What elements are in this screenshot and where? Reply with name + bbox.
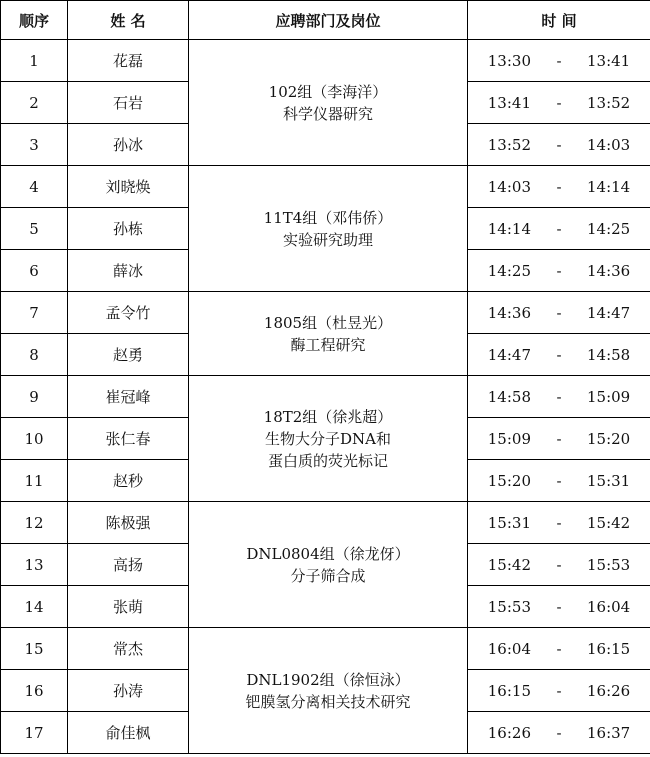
header-time: 时 间: [468, 1, 650, 40]
order-cell: 6: [1, 250, 68, 292]
time-separator: -: [556, 639, 562, 658]
end-time: 16:15: [587, 639, 631, 658]
time-separator: -: [556, 597, 562, 616]
order-cell: 8: [1, 334, 68, 376]
order-cell: 11: [1, 460, 68, 502]
name-cell: 陈极强: [68, 502, 189, 544]
name-cell: 张仁春: [68, 418, 189, 460]
order-cell: 12: [1, 502, 68, 544]
time-cell: [468, 544, 650, 586]
order-cell: 15: [1, 628, 68, 670]
time-separator: -: [556, 261, 562, 280]
start-time: 13:30: [487, 51, 531, 70]
table-row: [1, 628, 650, 670]
order-cell: 9: [1, 376, 68, 418]
order-cell: 4: [1, 166, 68, 208]
table-row: [1, 166, 650, 208]
time-separator: -: [556, 471, 562, 490]
time-separator: -: [556, 135, 562, 154]
name-cell: 张萌: [68, 586, 189, 628]
department-cell: [189, 502, 468, 628]
table-row: [1, 502, 650, 544]
time-cell: [468, 334, 650, 376]
department-line: 科学仪器研究: [282, 104, 373, 123]
start-time: 14:03: [487, 177, 531, 196]
end-time: 14:58: [587, 345, 631, 364]
time-separator: -: [556, 387, 562, 406]
department-line: DNL1902组（徐恒泳）: [246, 670, 410, 689]
department-line: 18T2组（徐兆超）: [263, 407, 393, 426]
time-cell: [468, 628, 650, 670]
order-cell: 14: [1, 586, 68, 628]
name-cell: 常杰: [68, 628, 189, 670]
department-line: 实验研究助理: [282, 230, 373, 249]
start-time: 14:14: [487, 219, 531, 238]
time-cell: [468, 586, 650, 628]
start-time: 14:58: [487, 387, 531, 406]
name-cell: 俞佳枫: [68, 712, 189, 754]
name-cell: 薛冰: [68, 250, 189, 292]
name-cell: 崔冠峰: [68, 376, 189, 418]
time-separator: -: [556, 51, 562, 70]
time-separator: -: [556, 723, 562, 742]
department-line: 蛋白质的荧光标记: [267, 451, 388, 470]
table-row: [1, 376, 650, 418]
end-time: 13:41: [587, 51, 631, 70]
order-cell: 3: [1, 124, 68, 166]
table-row: [1, 292, 650, 334]
name-cell: 赵秒: [68, 460, 189, 502]
start-time: 15:42: [487, 555, 531, 574]
start-time: 15:20: [487, 471, 531, 490]
department-cell: [189, 166, 468, 292]
end-time: 13:52: [587, 93, 631, 112]
header-name: 姓 名: [68, 1, 189, 40]
order-cell: 2: [1, 82, 68, 124]
end-time: 14:36: [587, 261, 631, 280]
start-time: 15:53: [487, 597, 531, 616]
time-separator: -: [556, 429, 562, 448]
name-cell: 孟令竹: [68, 292, 189, 334]
schedule-body: [1, 40, 650, 754]
name-cell: 孙冰: [68, 124, 189, 166]
time-cell: [468, 670, 650, 712]
time-cell: [468, 460, 650, 502]
time-cell: [468, 82, 650, 124]
start-time: 16:26: [487, 723, 531, 742]
order-cell: 7: [1, 292, 68, 334]
name-cell: 孙涛: [68, 670, 189, 712]
order-cell: 16: [1, 670, 68, 712]
time-separator: -: [556, 93, 562, 112]
time-separator: -: [556, 513, 562, 532]
time-separator: -: [556, 219, 562, 238]
end-time: 16:26: [587, 681, 631, 700]
start-time: 14:36: [487, 303, 531, 322]
start-time: 16:04: [487, 639, 531, 658]
order-cell: 17: [1, 712, 68, 754]
order-cell: 10: [1, 418, 68, 460]
department-cell: [189, 40, 468, 166]
time-separator: -: [556, 681, 562, 700]
end-time: 15:53: [587, 555, 631, 574]
end-time: 14:25: [587, 219, 631, 238]
end-time: 14:47: [587, 303, 631, 322]
time-cell: [468, 166, 650, 208]
header-row: [1, 1, 650, 40]
time-cell: [468, 208, 650, 250]
department-line: 分子筛合成: [290, 566, 366, 585]
time-cell: [468, 418, 650, 460]
order-cell: 5: [1, 208, 68, 250]
time-separator: -: [556, 345, 562, 364]
start-time: 13:41: [487, 93, 531, 112]
end-time: 15:09: [587, 387, 631, 406]
time-cell: [468, 376, 650, 418]
order-cell: 13: [1, 544, 68, 586]
end-time: 15:42: [587, 513, 631, 532]
start-time: 14:25: [487, 261, 531, 280]
time-cell: [468, 712, 650, 754]
department-line: 钯膜氢分离相关技术研究: [245, 692, 411, 711]
department-cell: [189, 376, 468, 502]
department-line: 1805组（杜昱光）: [263, 313, 393, 332]
name-cell: 赵勇: [68, 334, 189, 376]
department-line: 生物大分子DNA和: [265, 429, 391, 448]
time-separator: -: [556, 177, 562, 196]
table-row: [1, 40, 650, 82]
end-time: 16:04: [587, 597, 631, 616]
header-order: 顺序: [1, 1, 68, 40]
order-cell: 1: [1, 40, 68, 82]
name-cell: 刘晓焕: [68, 166, 189, 208]
end-time: 14:14: [587, 177, 631, 196]
department-line: 102组（李海洋）: [268, 82, 388, 101]
name-cell: 孙栋: [68, 208, 189, 250]
time-cell: [468, 292, 650, 334]
start-time: 14:47: [487, 345, 531, 364]
start-time: 15:31: [487, 513, 531, 532]
end-time: 15:31: [587, 471, 631, 490]
time-separator: -: [556, 303, 562, 322]
end-time: 15:20: [587, 429, 631, 448]
time-cell: [468, 40, 650, 82]
department-line: 11T4组（邓伟侨）: [263, 208, 393, 227]
department-cell: [189, 628, 468, 754]
time-cell: [468, 502, 650, 544]
header-dept: 应聘部门及岗位: [189, 1, 468, 40]
name-cell: 石岩: [68, 82, 189, 124]
end-time: 16:37: [587, 723, 631, 742]
time-cell: [468, 124, 650, 166]
department-line: DNL0804组（徐龙伢）: [246, 544, 410, 563]
time-separator: -: [556, 555, 562, 574]
start-time: 13:52: [487, 135, 531, 154]
start-time: 15:09: [487, 429, 531, 448]
department-cell: [189, 292, 468, 376]
department-line: 酶工程研究: [290, 335, 366, 354]
start-time: 16:15: [487, 681, 531, 700]
end-time: 14:03: [587, 135, 631, 154]
name-cell: 花磊: [68, 40, 189, 82]
name-cell: 高扬: [68, 544, 189, 586]
time-cell: [468, 250, 650, 292]
